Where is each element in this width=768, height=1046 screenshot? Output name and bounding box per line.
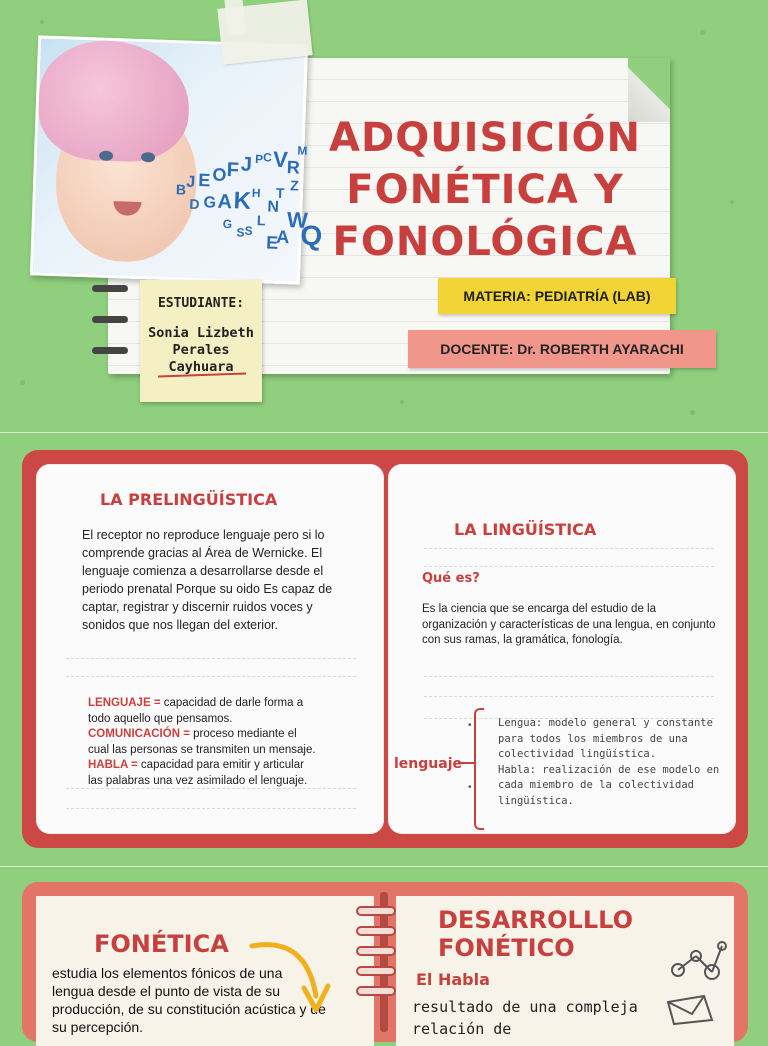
bracket <box>474 708 484 830</box>
prelinguistica-title: LA PRELINGÜÍSTICA <box>100 490 278 509</box>
docente-label: DOCENTE: Dr. ROBERTH AYARACHI <box>408 330 716 368</box>
desarrollo-text: resultado de una compleja relación de <box>412 998 638 1038</box>
lenguaje-item-habla: Habla: realización de ese modelo en cada miembro de la colectividad lingüística. <box>498 763 720 807</box>
tape-strip <box>217 0 312 65</box>
lenguaje-item-lengua: Lengua: modelo general y constante para todos los miembros de una colectividad lingüística. <box>498 717 713 760</box>
student-name: Sonia Lizbeth Perales Cayhuara <box>148 325 254 375</box>
student-sticky-note <box>140 280 262 402</box>
open-notebook <box>22 450 748 848</box>
spiral-coils <box>356 906 396 1006</box>
def-text-habla: capacidad para emitir y articular las palabras una vez asimilado el lenguaje. <box>88 759 308 787</box>
def-text-comunicacion: proceso mediante el cual las personas se transmiten un mensaje. <box>88 728 316 756</box>
arrow-icon <box>246 936 336 1024</box>
linguistica-paragraph: Es la ciencia que se encarga del estudio de la organización y características de una lengua, en conjunto con sus ramas, la gramática, fonología. <box>422 603 716 646</box>
envelope-icon <box>664 992 716 1024</box>
slide-title: ADQUISICIÓN FONÉTICA Y FONOLÓGICA <box>329 115 641 265</box>
bullet-2: • <box>468 782 472 793</box>
lenguaje-items <box>498 716 730 809</box>
slide-divider-2 <box>0 866 768 867</box>
fonetica-text: estudia los elementos fónicos de una lengua desde el punto de vista de su producción, de su constitución acústica y de su percepción. <box>52 965 326 1035</box>
que-es-heading: Qué es? <box>422 571 480 586</box>
lenguaje-label: lenguaje <box>394 756 462 772</box>
prelinguistica-paragraph: El receptor no reproduce lenguaje pero si lo comprende gracias al Área de Wernicke. El lenguaje comienza a desarrollarse desde el periodo prenatal Porque su oido Es capaz de captar, registrar y discernir ruidos voces y sonidos que nos llegan del exterior. <box>82 528 333 632</box>
definitions-list <box>88 696 318 789</box>
photo-letters: B J E O F J P C V R M D G A K H Z G A W Q S L N T E S <box>175 143 323 253</box>
materia-label: MATERIA: PEDIATRÍA (LAB) <box>438 278 676 314</box>
el-habla-subtitle: El Habla <box>416 970 490 989</box>
left-page <box>36 464 384 834</box>
baby-photo <box>30 35 323 284</box>
def-term-lenguaje: LENGUAJE = <box>88 697 161 709</box>
fonetica-title: FONÉTICA <box>94 930 229 958</box>
def-term-habla: HABLA = <box>88 759 138 771</box>
slide-divider <box>0 432 768 433</box>
bullet-1: • <box>468 720 472 731</box>
def-text-lenguaje: capacidad de darle forma a todo aquello que pensamos. <box>88 697 304 725</box>
def-term-comunicacion: COMUNICACIÓN = <box>88 728 190 740</box>
molecule-icon <box>666 940 730 986</box>
title-slide <box>0 0 768 430</box>
right-page <box>388 464 736 834</box>
linguistica-title: LA LINGÜÍSTICA <box>454 520 597 539</box>
binder-rings <box>92 285 128 378</box>
student-label: ESTUDIANTE: <box>157 296 245 311</box>
desarrollo-title: DESARROLLLO FONÉTICO <box>438 906 633 962</box>
